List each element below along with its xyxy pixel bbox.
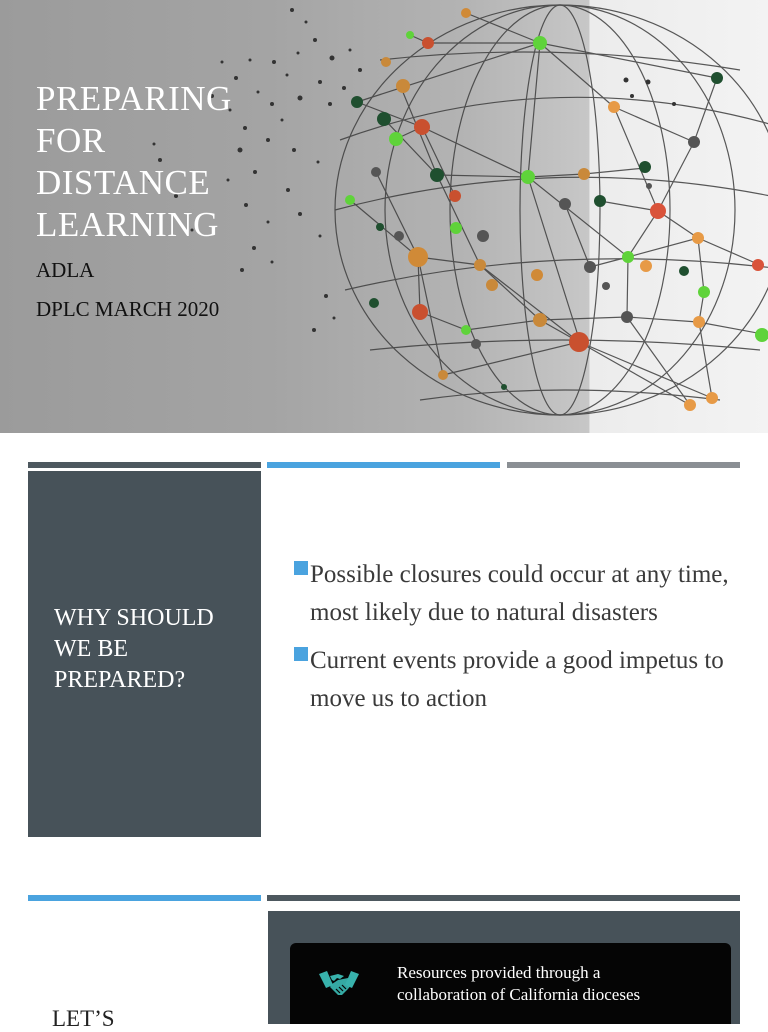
callout-line: collaboration of California dioceses bbox=[397, 985, 641, 1004]
bullet-text: Current events provide a good impetus to move us to action bbox=[310, 647, 724, 712]
title-line: DISTANCE bbox=[36, 163, 211, 202]
top-bar-dark bbox=[28, 462, 261, 468]
square-bullet-icon bbox=[294, 561, 308, 575]
callout-line: Resources provided through a bbox=[397, 963, 601, 982]
square-bullet-icon bbox=[294, 647, 308, 661]
bullet-list bbox=[294, 556, 734, 728]
list-item bbox=[294, 556, 734, 632]
subtitle-event-date: DPLC MARCH 2020 bbox=[36, 297, 220, 321]
bullet-text: Possible closures could occur at any time, most likely due to natural disasters bbox=[310, 561, 729, 626]
heading-line: WE BE bbox=[54, 636, 128, 662]
top-bar-blue bbox=[267, 462, 500, 468]
subtitle-organization: ADLA bbox=[36, 258, 95, 282]
top-bar-gray bbox=[507, 462, 740, 468]
title-line: LEARNING bbox=[36, 205, 219, 244]
slide-divider bbox=[0, 433, 768, 463]
slide-title bbox=[36, 78, 232, 246]
heading-line: WHY SHOULD bbox=[54, 605, 214, 631]
partial-heading: LET’S bbox=[52, 1006, 115, 1031]
callout-text bbox=[397, 962, 717, 1006]
top-bar-dark-right bbox=[267, 895, 740, 901]
top-bar-blue-left bbox=[28, 895, 261, 901]
heading-line: PREPARED? bbox=[54, 667, 186, 693]
title-slide bbox=[0, 0, 768, 433]
slide-heading bbox=[54, 603, 214, 696]
title-line: FOR bbox=[36, 121, 106, 160]
handshake-icon bbox=[318, 968, 360, 1000]
list-item bbox=[294, 642, 734, 718]
title-line: PREPARING bbox=[36, 79, 232, 118]
